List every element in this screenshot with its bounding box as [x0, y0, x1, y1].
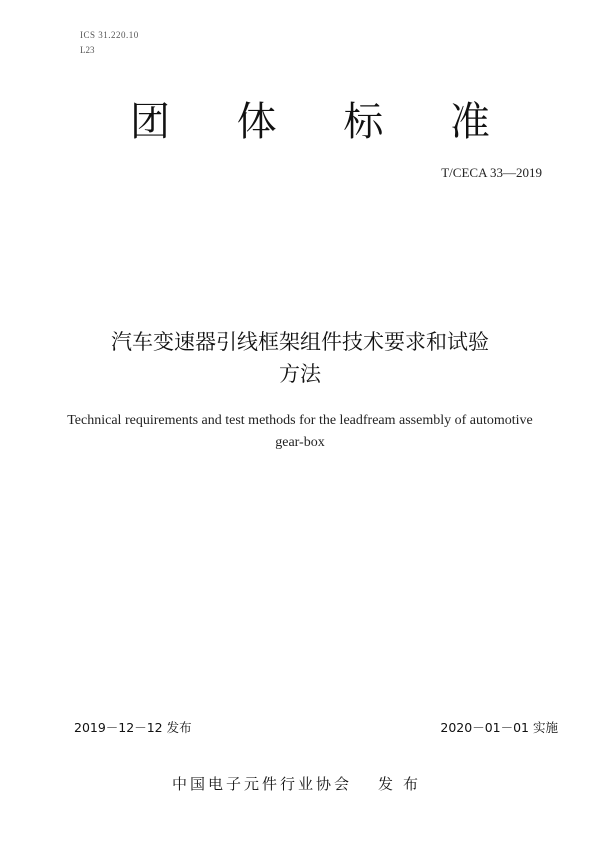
issue-date: 2019－12－12 发布	[74, 720, 192, 735]
publisher-action: 发布	[378, 775, 429, 793]
standard-type-char: 标	[343, 99, 384, 145]
english-title-line-1: Technical requirements and test methods for the leadfream assembly of automotive	[67, 413, 533, 428]
standard-type-heading	[130, 98, 490, 146]
ccs-code: L23	[80, 45, 95, 55]
standard-number: T/CECA 33—2019	[441, 165, 542, 180]
chinese-title	[40, 326, 560, 390]
english-title-line-2: gear-box	[275, 435, 325, 450]
publisher-line	[0, 773, 600, 794]
standard-type-char: 准	[449, 99, 490, 145]
standard-type-char: 体	[236, 99, 277, 145]
chinese-title-line-1: 汽车变速器引线框架组件技术要求和试验	[111, 330, 489, 354]
ics-code: ICS 31.220.10	[80, 30, 139, 40]
english-title	[50, 410, 550, 454]
publisher-organization: 中国电子元件行业协会	[171, 775, 352, 793]
standard-type-char: 团	[130, 99, 170, 145]
implementation-date: 2020－01－01 实施	[440, 720, 558, 735]
chinese-title-line-2: 方法	[279, 362, 321, 386]
